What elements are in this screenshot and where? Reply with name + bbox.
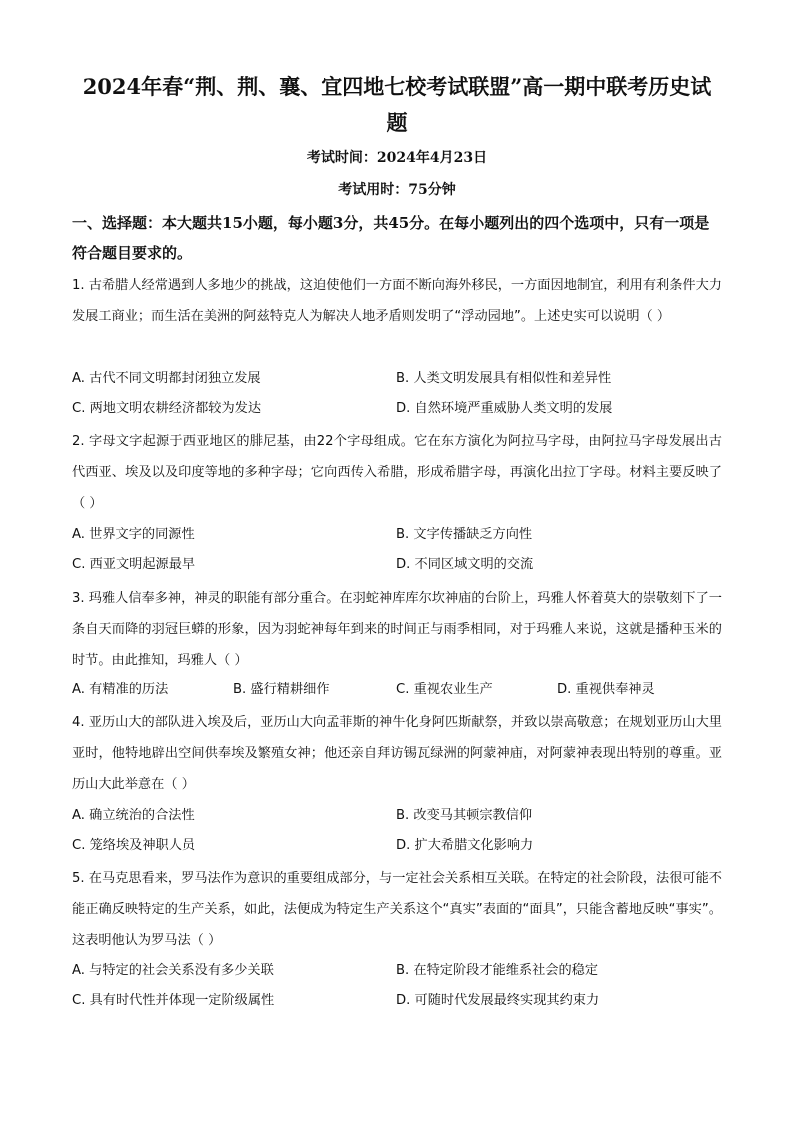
question-1-option-a: A. 古代不同文明都封闭独立发展 [72, 371, 261, 386]
question-4-option-a: A. 确立统治的合法性 [72, 808, 195, 823]
exam-title-line2: 题 [386, 110, 408, 135]
question-3-option-b: B. 盛行精耕细作 [233, 682, 330, 697]
question-1-option-d: D. 自然环境严重威胁人类文明的发展 [396, 401, 613, 416]
exam-duration: 考试用时：75分钟 [338, 182, 456, 198]
question-5-option-d: D. 可随时代发展最终实现其约束力 [396, 993, 600, 1008]
question-2-option-c: C. 西亚文明起源最早 [72, 557, 196, 572]
question-3-option-c: C. 重视农业生产 [396, 682, 493, 697]
question-3-option-d: D. 重视供奉神灵 [557, 682, 655, 697]
question-2-option-d: D. 不同区域文明的交流 [396, 557, 534, 572]
question-4-option-b: B. 改变马其顿宗教信仰 [396, 808, 533, 823]
question-5-option-b: B. 在特定阶段才能维系社会的稳定 [396, 963, 599, 978]
question-2-stem: 2. 字母文字起源于西亚地区的腓尼基，由22个字母组成。它在东方演化为阿拉马字母，由阿拉马字母发展出古代西亚、埃及以及印度等地的多种字母；它向西传入希腊，形成希腊字母，再演化出拉丁字母。材料主要反映了（ ） [72, 434, 722, 511]
question-1-stem: 1. 古希腊人经常遇到人多地少的挑战，这迫使他们一方面不断向海外移民，一方面因地制宜，利用有利条件大力发展工商业；而生活在美洲的阿兹特克人为解决人地矛盾则发明了“浮动园地”。上述史实可以说明（ ） [72, 278, 722, 324]
question-2-option-a: A. 世界文字的同源性 [72, 527, 195, 542]
question-3-option-a: A. 有精准的历法 [72, 682, 169, 697]
question-4-option-c: C. 笼络埃及神职人员 [72, 838, 196, 853]
section-heading: 一、选择题：本大题共15小题，每小题3分，共45分。在每小题列出的四个选项中，只有一项是符合题目要求的。 [72, 214, 710, 262]
exam-title-line1: 2024年春“荆、荆、襄、宜四地七校考试联盟”高一期中联考历史试 [82, 74, 712, 99]
question-4-stem: 4. 亚历山大的部队进入埃及后，亚历山大向孟菲斯的神牛化身阿匹斯献祭，并致以崇高敬意；在规划亚历山大里亚时，他特地辟出空间供奉埃及繁殖女神；他还亲自拜访锡瓦绿洲的阿蒙神庙，对阿蒙神表现出特别的尊重。亚历山大此举意在（ ） [72, 715, 722, 792]
question-1-option-b: B. 人类文明发展具有相似性和差异性 [396, 371, 612, 386]
question-3-stem: 3. 玛雅人信奉多神，神灵的职能有部分重合。在羽蛇神库库尔坎神庙的台阶上，玛雅人怀着莫大的崇敬刻下了一条自天而降的羽冠巨蟒的形象，因为羽蛇神每年到来的时间正与雨季相同，对于玛雅人来说，这就是播种玉米的时节。由此推知，玛雅人（ ） [72, 591, 722, 668]
question-5-option-c: C. 具有时代性并体现一定阶级属性 [72, 993, 275, 1008]
exam-date: 考试时间：2024年4月23日 [306, 150, 488, 166]
question-1-option-c: C. 两地文明农耕经济都较为发达 [72, 401, 262, 416]
question-5-option-a: A. 与特定的社会关系没有多少关联 [72, 963, 274, 978]
question-2-option-b: B. 文字传播缺乏方向性 [396, 527, 533, 542]
question-5-stem: 5. 在马克思看来，罗马法作为意识的重要组成部分，与一定社会关系相互关联。在特定的社会阶段，法很可能不能正确反映特定的生产关系，如此，法便成为特定生产关系这个“真实”表面的“面具”，只能含蓄地反映“事实”。这表明他认为罗马法（ ） [72, 871, 722, 948]
question-4-option-d: D. 扩大希腊文化影响力 [396, 838, 534, 853]
